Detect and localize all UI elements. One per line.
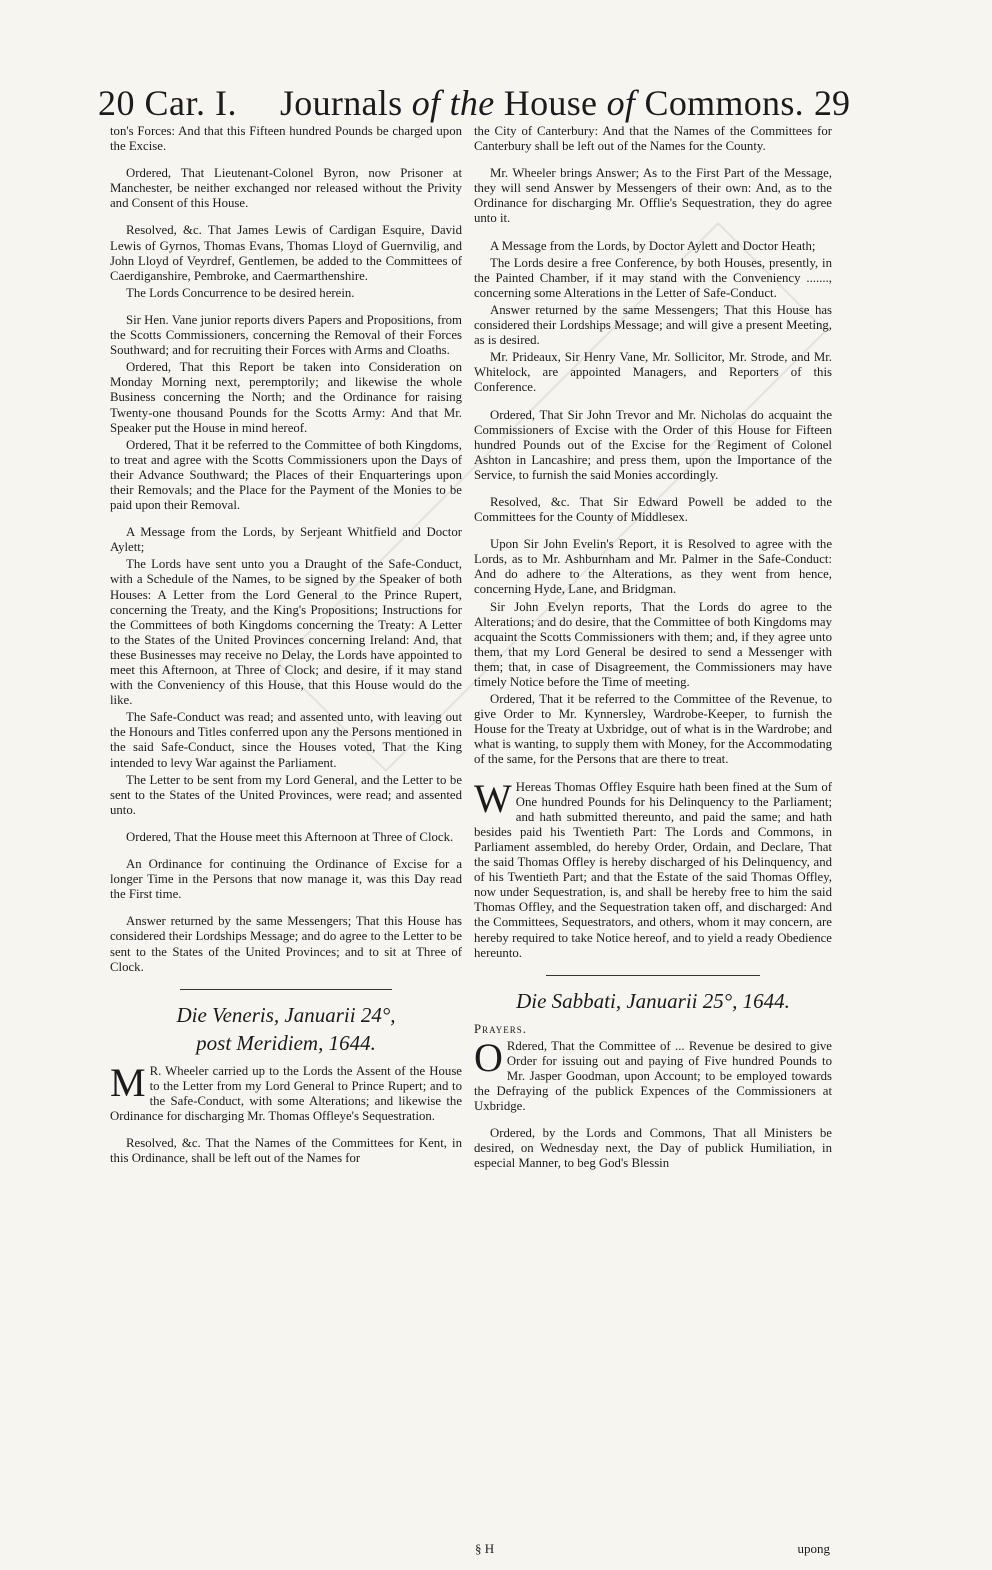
day-subheading: post Meridiem, 1644. [196, 1030, 376, 1055]
paragraph: Ordered, That Sir John Trevor and Mr. Nicholas do acquaint the Commissioners of Excise with the Order of this House for Fifteen hundred Pounds out of the Excise for the Regiment of Colonel Ashton in Lancashire; and press them, upon the Importance of the Service, to furnish the said Monies accordingly. [474, 407, 832, 482]
paragraph: The Safe-Conduct was read; and assented unto, with leaving out the Honours and Titles conferred upon any the Persons mentioned in the said Safe-Conduct, since the Houses voted, That the King intended to levy War against the Parliament. [110, 710, 462, 770]
paragraph: O Rdered, That the Committee of ... Revenue be desired to give Order for issuing out and paying of Five hundred Pounds to Mr. Jasper Goodman, upon Account; to be employed towards the Defraying of the publick Expences of the Commissioners at Uxbridge. [474, 1034, 832, 1114]
day-heading: Die Sabbati, Januarii 25°, 1644. [516, 988, 790, 1013]
drop-cap: M [110, 1059, 146, 1105]
section-divider [546, 975, 761, 976]
paragraph: A Message from the Lords, by Doctor Aylett and Doctor Heath; [490, 238, 816, 253]
paragraph: Ordered, That it be referred to the Committee of both Kingdoms, to treat and agree with the Scotts Commissioners upon the Days of their Advance Southward; the Places of their Enquarterings upon their Removals; and the Place for the Payment of the Monies to be paid upon their Removal. [110, 437, 462, 513]
paragraph: The Lords Concurrence to be desired herein. [126, 285, 355, 300]
paragraph: Resolved, &c. That the Names of the Committees for Kent, in this Ordinance, shall be left out of the Names for [110, 1136, 462, 1166]
right-column [474, 124, 832, 1184]
drop-cap: W [474, 775, 512, 821]
left-column [110, 124, 462, 1178]
page-number: 29 [814, 83, 850, 123]
catchword: upong [797, 1541, 830, 1556]
paragraph: The Letter to be sent from my Lord General, and the Letter to be sent to the States of the United Provinces, were read; and assented unto. [110, 772, 462, 817]
paragraph: A Message from the Lords, by Serjeant Whitfield and Doctor Aylett; [110, 525, 462, 555]
paragraph: Answer returned by the same Messengers; That this House has considered their Lordships Message; and will give a present Meeting, as is desired. [474, 302, 832, 348]
paragraph: Resolved, &c. That Sir Edward Powell be added to the Committees for the County of Middlesex. [474, 494, 832, 525]
paragraph: Answer returned by the same Messengers; That this House has considered their Lordships Message; and do agree to the Letter to be sent to the States of the United Provinces; and to sit at Three of Clock. [110, 914, 462, 974]
paragraph: An Ordinance for continuing the Ordinance of Excise for a longer Time in the Persons that now manage it, was this Day read the First time. [110, 857, 462, 902]
paragraph: W Hereas Thomas Offley Esquire hath been fined at the Sum of One hundred Pounds for his Delinquency to the Parliament; and hath submitted thereunto, and paid the same; and hath besides paid his Twentieth Part: The Lords and Commons, in Parliament assembled, do hereby Order, Ordain, and Declare, That the said Thomas Offley is hereby discharged of his Delinquency, and of his Twentieth Part; and that the Estate of the said Thomas Offley, now under Sequestration, is, and shall be hereby free to him the said Thomas Offley, and the Sequestration taken off, and discharged: And the Committees, Sequestrators, and others, whom it may concern, are hereby required to take Notice hereof, and to yield a ready Obedience hereunto. [474, 775, 832, 960]
prayers-heading: Prayers. [474, 1021, 527, 1036]
journal-title: Journals of the House of Commons. [280, 83, 804, 123]
paragraph: Ordered, That it be referred to the Committee of the Revenue, to give Order to Mr. Kynnersley, Wardrobe-Keeper, to furnish the House for the Treaty at Uxbridge, out of what is in the Wardrobe; and what is wanting, to supply them with Money, for the Accommodating of the same, for the Persons that are there to treat. [474, 692, 832, 767]
paragraph: Sir John Evelyn reports, That the Lords do agree to the Alterations; and do desire, that the Committee of both Kingdoms may acquaint the Scotts Commissioners with them; and, if they agree unto them, that my Lord General be desired to send a Messenger with them; that, in case of Disagreement, the Commissioners may have timely Notice before the Time of meeting. [474, 599, 832, 689]
page-header [98, 82, 850, 126]
regnal-year: 20 Car. I. [98, 83, 237, 123]
paragraph: The Lords have sent unto you a Draught of the Safe-Conduct, with a Schedule of the Names, to be signed by the Speaker of both Houses: A Letter from the Lord General to the Prince Rupert, concerning the Treaty, and the King's Propositions; Instructions for the Committees of both Kingdoms concerning the Treaty: A Letter to the States of the United Provinces concerning Ireland: And, that these Businesses may receive no Delay, the Lords have appointed to meet this Afternoon, at Three of Clock; and desire, if it may stand with the Conveniency of this House, that this House would do the like. [110, 557, 462, 708]
paragraph: Mr. Prideaux, Sir Henry Vane, Mr. Sollicitor, Mr. Strode, and Mr. Whitelock, are appointed Managers, and Reporters of this Conference. [474, 350, 832, 395]
paragraph: M R. Wheeler carried up to the Lords the Assent of the House to the Letter from my Lord General to Prince Rupert; and to the Safe-Conduct, with some Alterations; and likewise the Ordinance for discharging Mr. Thomas Offleye's Sequestration. [110, 1059, 462, 1123]
drop-cap: O [474, 1034, 503, 1080]
paragraph: Ordered, That Lieutenant-Colonel Byron, now Prisoner at Manchester, be neither exchanged nor released without the Privity and Consent of this House. [110, 166, 462, 211]
paragraph: Mr. Wheeler brings Answer; As to the First Part of the Message, they will send Answer by Messengers of their own: And, as to the Ordinance for discharging Mr. Offlie's Sequestration, they do agree unto it. [474, 166, 832, 226]
paragraph: Ordered, That the House meet this Afternoon at Three of Clock. [126, 829, 454, 844]
signature-mark: § H [475, 1541, 495, 1556]
paragraph: Upon Sir John Evelin's Report, it is Resolved to agree with the Lords, as to Mr. Ashburnham and Mr. Palmer in the Safe-Conduct: And do adhere to the Alterations, as they went from hence, concerning Hyde, Lane, and Bridgman. [474, 537, 832, 597]
paragraph: ton's Forces: And that this Fifteen hundred Pounds be charged upon the Excise. [110, 124, 462, 154]
paragraph: Ordered, That this Report be taken into Consideration on Monday Morning next, peremptorily; and likewise the whole Business concerning the North; and the Ordinance for raising Twenty-one thousand Pounds for the Scotts Army: And that Mr. Speaker put the House in mind hereof. [110, 360, 462, 435]
paragraph: Sir Hen. Vane junior reports divers Papers and Propositions, from the Scotts Commissioners, concerning the Removal of their Forces Southward; and for recruiting their Forces with Arms and Cloaths. [110, 312, 462, 358]
paragraph: The Lords desire a free Conference, by both Houses, presently, in the Painted Chamber, if it may stand with the Conveniency ......., concerning some Alterations in the Letter of Safe-Conduct. [474, 255, 832, 300]
paragraph: Resolved, &c. That James Lewis of Cardigan Esquire, David Lewis of Gyrnos, Thomas Evans, Thomas Lloyd of Guernvilig, and John Lloyd of Veyrdref, Gentlemen, be added to the Committees of Caerdiganshire, Pembroke, and Caermarthenshire. [110, 223, 462, 283]
paragraph: the City of Canterbury: And that the Names of the Committees for Canterbury shall be left out of the Names for the County. [474, 124, 832, 154]
paragraph: Ordered, by the Lords and Commons, That all Ministers be desired, on Wednesday next, the Day of publick Humiliation, in especial Manner, to beg God's Blessin [474, 1126, 832, 1171]
section-divider [180, 989, 391, 990]
day-heading: Die Veneris, Januarii 24°, [176, 1002, 396, 1027]
